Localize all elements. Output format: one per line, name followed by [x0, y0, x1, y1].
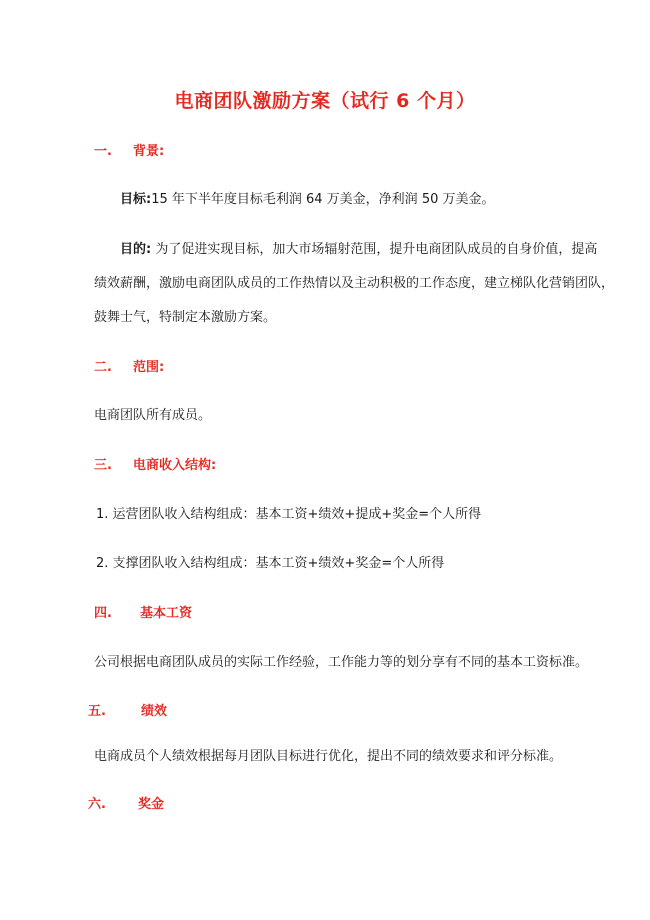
section-number: 一. — [94, 144, 112, 159]
section-number: 三. — [94, 458, 112, 473]
section-title: 奖金 — [138, 797, 165, 812]
purpose-text-line1: 为了促进实现目标，加大市场辐射范围，提升电商团队成员的自身价值，提高 — [151, 242, 598, 257]
section-title: 基本工资 — [140, 606, 193, 621]
section-title: 背景: — [133, 144, 165, 159]
target-text: 15 年下半年度目标毛利润 64 万美金，净利润 50 万美金。 — [151, 192, 495, 207]
income-item-operations: 1. 运营团队收入结构组成：基本工资+绩效+提成+奖金=个人所得 — [96, 507, 482, 522]
section-title: 范围: — [133, 360, 165, 375]
section-number: 四. — [94, 606, 112, 621]
purpose-text-line2: 绩效薪酬，激励电商团队成员的工作热情以及主动积极的工作态度，建立梯队化营销团队， — [94, 276, 615, 291]
target-paragraph — [120, 188, 495, 207]
base-salary-text: 公司根据电商团队成员的实际工作经验，工作能力等的划分享有不同的基本工资标准。 — [94, 655, 589, 670]
section-number: 六. — [88, 797, 106, 812]
income-item-support: 2. 支撑团队收入结构组成：基本工资+绩效+奖金=个人所得 — [96, 556, 445, 571]
purpose-label: 目的: — [120, 242, 152, 257]
purpose-paragraph-line1 — [120, 238, 597, 257]
scope-text: 电商团队所有成员。 — [94, 408, 212, 423]
document-title: 电商团队激励方案（试行 6 个月） — [174, 90, 476, 112]
section-number: 二. — [94, 360, 112, 375]
section-title: 电商收入结构: — [133, 458, 217, 473]
purpose-text-line3: 鼓舞士气，特制定本激励方案。 — [94, 310, 277, 325]
section-number: 五. — [88, 704, 106, 719]
section-title: 绩效 — [141, 704, 168, 719]
performance-text: 电商成员个人绩效根据每月团队目标进行优化，提出不同的绩效要求和评分标准。 — [94, 749, 563, 764]
target-label: 目标: — [120, 192, 152, 207]
